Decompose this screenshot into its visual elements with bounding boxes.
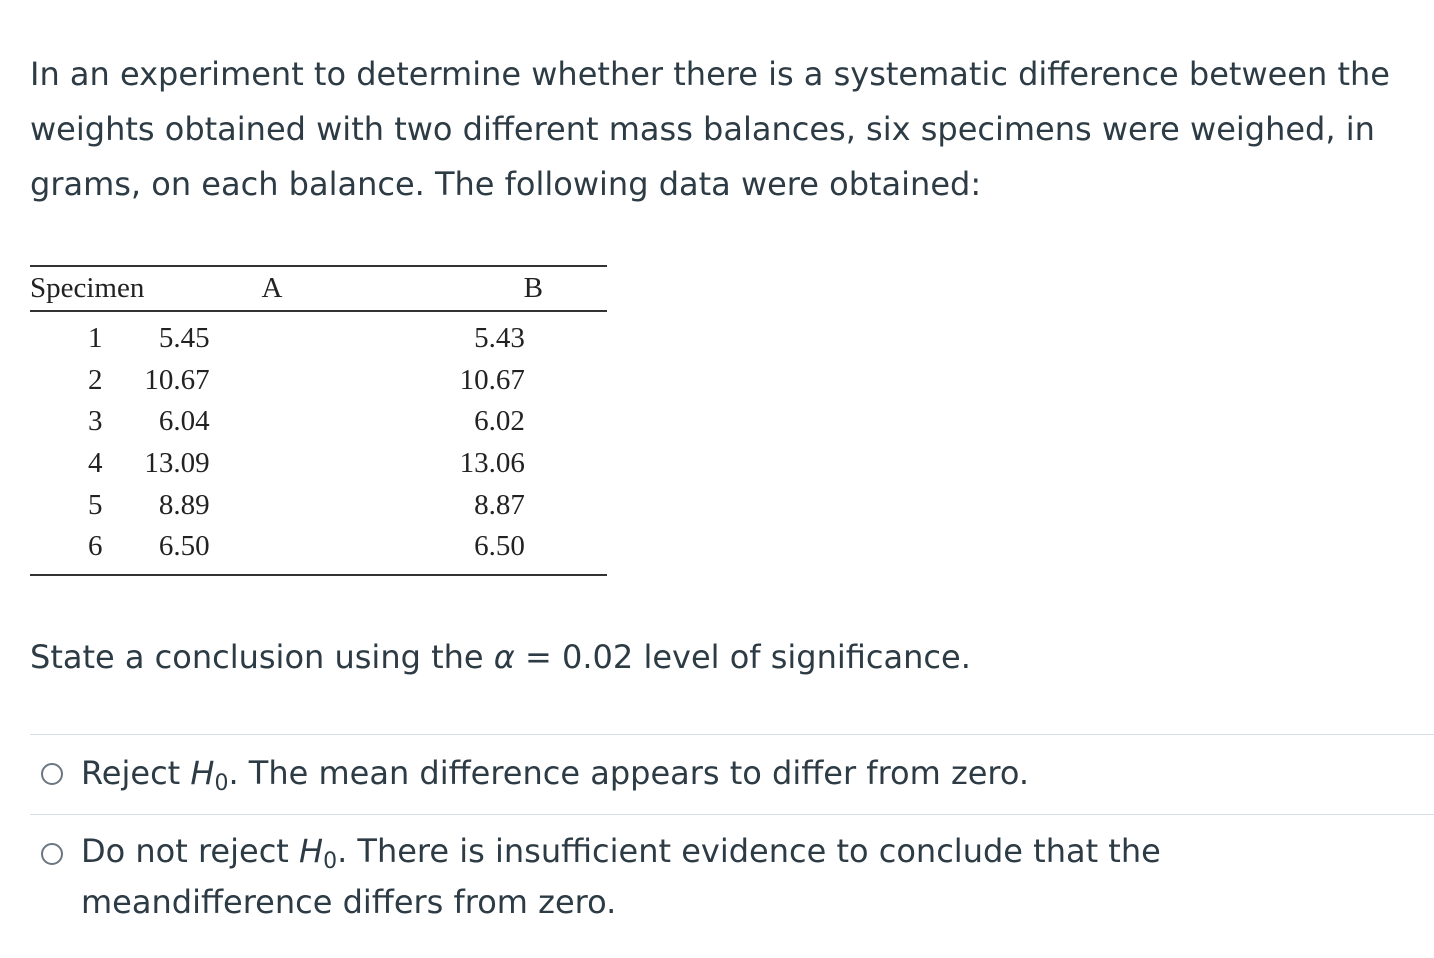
- answer-label[interactable]: [81, 753, 1414, 804]
- header-a: A: [144, 266, 459, 311]
- answer-prefix: Do not reject: [81, 832, 299, 870]
- radio-button[interactable]: [41, 763, 63, 785]
- table-row: [30, 360, 607, 402]
- answer-options: [30, 734, 1434, 921]
- cell-specimen: 6: [30, 526, 144, 575]
- radio-button[interactable]: [41, 843, 63, 865]
- cell-b: 8.87: [474, 488, 525, 521]
- cell-a: 10.67: [144, 363, 210, 396]
- h0-symbol: [190, 754, 229, 796]
- alpha-symbol: α: [493, 638, 515, 676]
- header-specimen: Specimen: [30, 266, 144, 311]
- h-subscript: 0: [214, 771, 229, 796]
- cell-b: 6.50: [460, 526, 607, 575]
- h-letter: H: [190, 754, 215, 792]
- cell-a: 8.89: [158, 488, 210, 521]
- cell-specimen: 1: [88, 322, 103, 355]
- question-text: [30, 638, 971, 676]
- cell-a: 6.04: [158, 405, 210, 438]
- h-letter: H: [299, 832, 324, 870]
- cell-a: 13.09: [144, 447, 210, 480]
- cell-b: 6.02: [474, 405, 525, 438]
- data-table: [30, 265, 607, 576]
- table-row: [30, 443, 607, 485]
- problem-intro: In an experiment to determine whether there is a systematic difference between the weights obtained with two different mass balances, six specimens were weighed, in grams, on each balance. The following data were obtained:: [30, 55, 1390, 203]
- answer-suffix: . The mean difference appears to differ from zero.: [228, 754, 1030, 792]
- answer-label[interactable]: [81, 831, 1414, 922]
- h-subscript: 0: [323, 849, 338, 874]
- table-row: [30, 311, 607, 360]
- cell-specimen: 4: [88, 447, 103, 480]
- question-prefix: State a conclusion using the: [30, 638, 494, 676]
- cell-b: 13.06: [459, 447, 525, 480]
- table-row: [30, 401, 607, 443]
- answer-prefix: Reject: [81, 754, 191, 792]
- cell-specimen: 3: [88, 405, 103, 438]
- cell-a: 6.50: [144, 526, 459, 575]
- cell-b: 5.43: [474, 322, 525, 355]
- cell-specimen: 5: [88, 488, 103, 521]
- cell-specimen: 2: [88, 363, 103, 396]
- table-row: [30, 484, 607, 526]
- cell-a: 5.45: [158, 322, 210, 355]
- table-row: [30, 526, 607, 575]
- answer-suffix: . There is insufficient evidence to conclude that the meandifference differs from zero.: [81, 832, 1161, 921]
- h0-symbol: [299, 832, 338, 874]
- answer-option-do-not-reject[interactable]: [30, 814, 1434, 921]
- cell-b: 10.67: [459, 363, 525, 396]
- table-header-row: [30, 266, 607, 311]
- answer-option-reject[interactable]: [30, 734, 1434, 814]
- header-b: B: [460, 266, 607, 311]
- question-suffix: = 0.02 level of significance.: [514, 638, 971, 676]
